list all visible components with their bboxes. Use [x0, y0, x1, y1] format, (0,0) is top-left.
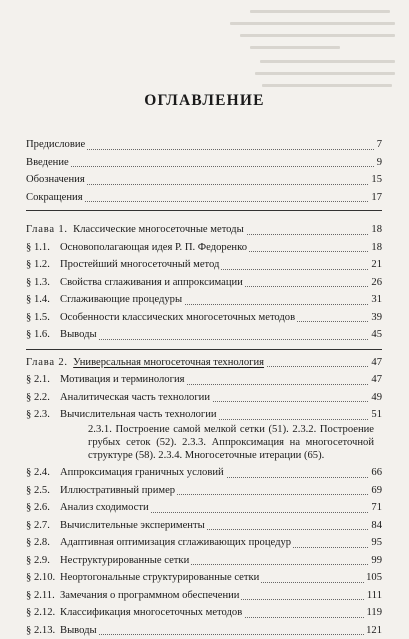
- page-number: 51: [369, 406, 382, 424]
- entry-label: Неструктурированные сетки: [60, 554, 190, 566]
- section-number: § 2.13.: [26, 624, 56, 636]
- toc-entry[interactable]: [26, 274, 382, 292]
- chapter-2-row[interactable]: [26, 354, 382, 372]
- section-number: § 2.11.: [26, 589, 55, 601]
- bleed-through-text: [0, 0, 409, 95]
- chapter-title: Универсальная многосеточная технология: [73, 356, 265, 368]
- page-number: 15: [369, 171, 382, 189]
- toc-entry[interactable]: [26, 291, 382, 309]
- entry-label: Простейший многосеточный метод: [60, 259, 220, 270]
- entry-label: Адаптивная оптимизация сглаживающих процедур: [60, 537, 292, 549]
- front-matter: [26, 136, 382, 206]
- section-number: § 2.9.: [26, 554, 50, 566]
- toc-entry[interactable]: [26, 389, 382, 407]
- chapter-prefix: Глава 2.: [26, 356, 68, 368]
- toc-entry[interactable]: [26, 371, 382, 389]
- entry-label: Особенности классических многосеточных методов: [60, 311, 296, 323]
- page-number: 39: [369, 309, 382, 327]
- section-number: § 2.5.: [26, 484, 50, 496]
- page-number: 111: [365, 587, 382, 605]
- entry-label: Выводы: [60, 329, 97, 340]
- entry-label: Аналитическая часть технологии: [60, 391, 210, 403]
- toc-entry[interactable]: [26, 136, 382, 154]
- toc-entry[interactable]: [26, 239, 382, 257]
- page-title: ОГЛАВЛЕНИЕ: [144, 92, 265, 109]
- entry-label: Замечания о программном обеспечении: [60, 589, 240, 601]
- toc-entry[interactable]: [26, 154, 382, 172]
- page-number: 47: [369, 371, 382, 389]
- page-number: 66: [369, 464, 382, 482]
- section-number: § 1.5.: [26, 311, 50, 323]
- page-number: 49: [369, 389, 382, 407]
- divider: [26, 210, 382, 211]
- chapter-prefix: Глава 1.: [26, 224, 68, 235]
- page-number: 71: [369, 499, 382, 517]
- section-number: § 1.3.: [26, 276, 50, 288]
- chapter-1-row[interactable]: [26, 221, 382, 239]
- toc-entry[interactable]: [26, 552, 382, 570]
- entry-label: Основополагающая идея Р. П. Федоренко: [60, 241, 247, 253]
- toc-entry[interactable]: [26, 309, 382, 327]
- section-number: § 1.6.: [26, 329, 50, 340]
- page-number: 9: [375, 154, 382, 172]
- page-number: 17: [369, 189, 382, 207]
- toc-entry[interactable]: [26, 171, 382, 189]
- section-number: § 2.6.: [26, 502, 50, 514]
- toc-entry[interactable]: [26, 604, 382, 622]
- section-number: § 2.7.: [26, 519, 50, 531]
- section-number: § 2.3.: [26, 409, 50, 420]
- entry-label: Свойства сглаживания и аппроксимации: [60, 276, 243, 288]
- section-number: § 2.10.: [26, 572, 56, 584]
- entry-label: Анализ сходимости: [60, 502, 149, 514]
- entry-label: Классификация многосеточных методов: [60, 607, 243, 619]
- toc-entry[interactable]: [26, 499, 382, 517]
- entry-label: Иллюстративный пример: [60, 484, 176, 496]
- section-number: § 2.12.: [26, 607, 56, 619]
- toc-entry[interactable]: [26, 464, 382, 482]
- page-number: 7: [375, 136, 382, 154]
- page-number: 18: [369, 239, 382, 257]
- entry-label: Вычислительная часть технологии: [60, 409, 217, 420]
- leader-dots: [26, 166, 382, 167]
- chapter-2-sections: [26, 371, 382, 424]
- toc-entry[interactable]: [26, 569, 382, 587]
- page-number: 99: [369, 552, 382, 570]
- subsection-note: 2.3.1. Построение самой мелкой сетки (51). 2.3.2. Построение грубых сеток (52). 2.3.3. Аппроксимация на многосеточной структуре (58). 2.3.4. Многосеточные итерации (65).: [88, 423, 374, 461]
- page-number: 119: [365, 604, 383, 622]
- page-number: 18: [369, 221, 382, 239]
- page-number: 95: [369, 534, 382, 552]
- chapter-2-sections-cont: [26, 464, 382, 639]
- section-number: § 1.2.: [26, 259, 50, 270]
- page-number: 84: [369, 517, 382, 535]
- section-number: § 2.8.: [26, 537, 50, 549]
- toc-entry[interactable]: [26, 517, 382, 535]
- page-number: 45: [369, 326, 382, 344]
- page-number: 31: [369, 291, 382, 309]
- page-number: 121: [364, 622, 382, 639]
- divider: [26, 349, 382, 350]
- entry-label: Сглаживающие процедуры: [60, 294, 183, 305]
- toc-entry[interactable]: [26, 622, 382, 639]
- entry-label: Неортогональные структурированные сетки: [60, 572, 260, 584]
- toc-entry[interactable]: [26, 482, 382, 500]
- toc-entry[interactable]: [26, 587, 382, 605]
- entry-label: Вычислительные эксперименты: [60, 519, 205, 531]
- toc-entry[interactable]: [26, 256, 382, 274]
- entry-label: Введение: [26, 156, 69, 168]
- table-of-contents: [26, 136, 382, 639]
- section-number: § 2.1.: [26, 374, 50, 385]
- entry-label: Выводы: [60, 624, 97, 636]
- page-number: 26: [369, 274, 382, 292]
- page-number: 47: [369, 354, 382, 372]
- entry-label: Аппроксимация граничных условий: [60, 467, 224, 479]
- toc-entry[interactable]: [26, 534, 382, 552]
- entry-label: Мотивация и терминология: [60, 374, 185, 385]
- entry-label: Сокращения: [26, 191, 83, 203]
- chapter-1-sections: [26, 239, 382, 344]
- entry-label: Предисловие: [26, 139, 86, 150]
- toc-entry[interactable]: [26, 189, 382, 207]
- page-number: 21: [369, 256, 382, 274]
- page-number: 105: [364, 569, 382, 587]
- section-number: § 1.4.: [26, 294, 50, 305]
- chapter-title: Классические многосеточные методы: [73, 224, 244, 235]
- section-number: § 1.1.: [26, 241, 50, 253]
- toc-entry[interactable]: [26, 326, 382, 344]
- page-number: 69: [369, 482, 382, 500]
- toc-entry[interactable]: [26, 406, 382, 424]
- section-number: § 2.2.: [26, 391, 50, 403]
- entry-label: Обозначения: [26, 174, 85, 185]
- section-number: § 2.4.: [26, 467, 50, 479]
